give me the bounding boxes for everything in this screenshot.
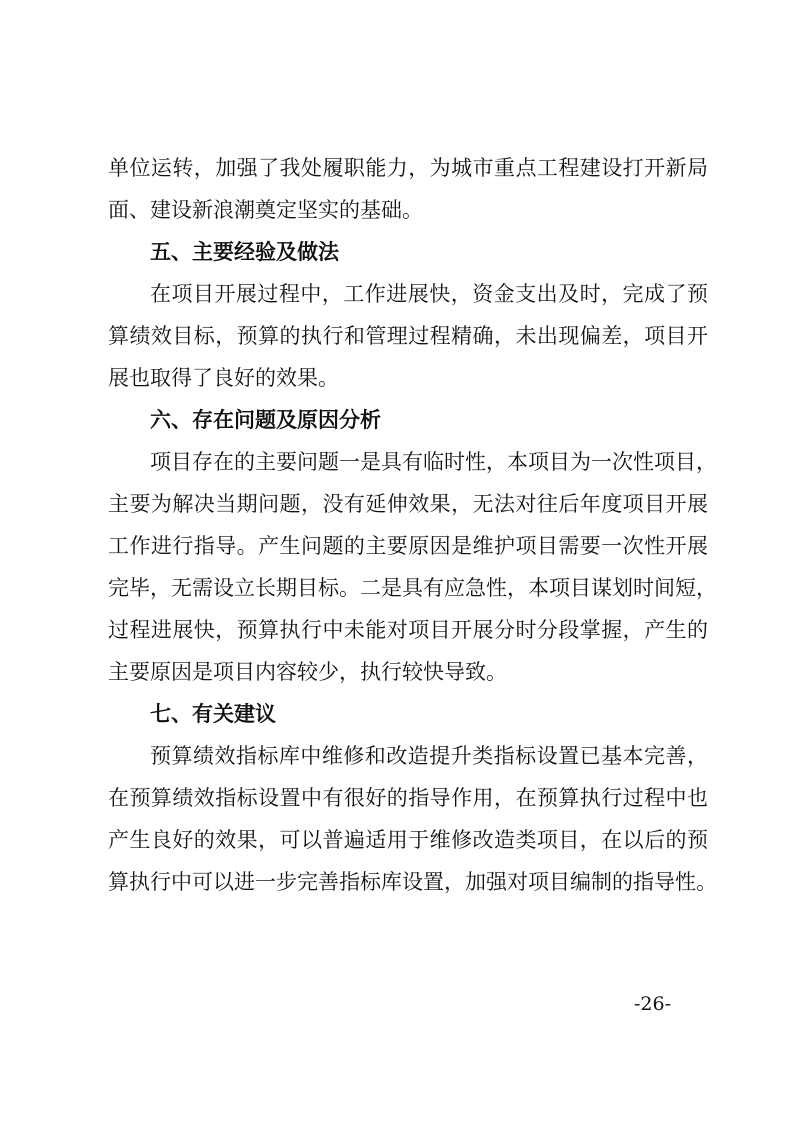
paragraph-line: 项目存在的主要问题一是具有临时性，本项目为一次性项目，: [150, 450, 717, 474]
paragraph-line: 主要为解决当期问题，没有延伸效果，无法对往后年度项目开展: [108, 492, 708, 516]
section-heading: 五、主要经验及做法: [150, 240, 339, 264]
paragraph-line: 单位运转，加强了我处履职能力，为城市重点工程建设打开新局: [108, 156, 708, 180]
section-heading: 六、存在问题及原因分析: [150, 408, 381, 432]
section-heading: 七、有关建议: [150, 702, 276, 726]
paragraph-line: 算执行中可以进一步完善指标库设置，加强对项目编制的指导性。: [108, 870, 717, 894]
paragraph-line: 产生良好的效果，可以普遍适用于维修改造类项目，在以后的预: [108, 828, 708, 852]
paragraph-line: 算绩效目标，预算的执行和管理过程精确，未出现偏差，项目开: [108, 324, 708, 348]
paragraph-line: 过程进展快，预算执行中未能对项目开展分时分段掌握，产生的: [108, 618, 708, 642]
paragraph-line: 在项目开展过程中，工作进展快，资金支出及时，完成了预: [150, 282, 708, 306]
paragraph-line: 预算绩效指标库中维修和改造提升类指标设置已基本完善，: [150, 744, 708, 768]
paragraph-line: 完毕，无需设立长期目标。二是具有应急性，本项目谋划时间短，: [108, 576, 717, 600]
paragraph-line: 展也取得了良好的效果。: [108, 366, 339, 390]
paragraph-line: 面、建设新浪潮奠定坚实的基础。: [108, 198, 423, 222]
paragraph-line: 主要原因是项目内容较少，执行较快导致。: [108, 660, 507, 684]
page-number: -26-: [634, 993, 672, 1015]
paragraph-line: 工作进行指导。产生问题的主要原因是维护项目需要一次性开展: [108, 534, 708, 558]
paragraph-line: 在预算绩效指标设置中有很好的指导作用，在预算执行过程中也: [108, 786, 708, 810]
